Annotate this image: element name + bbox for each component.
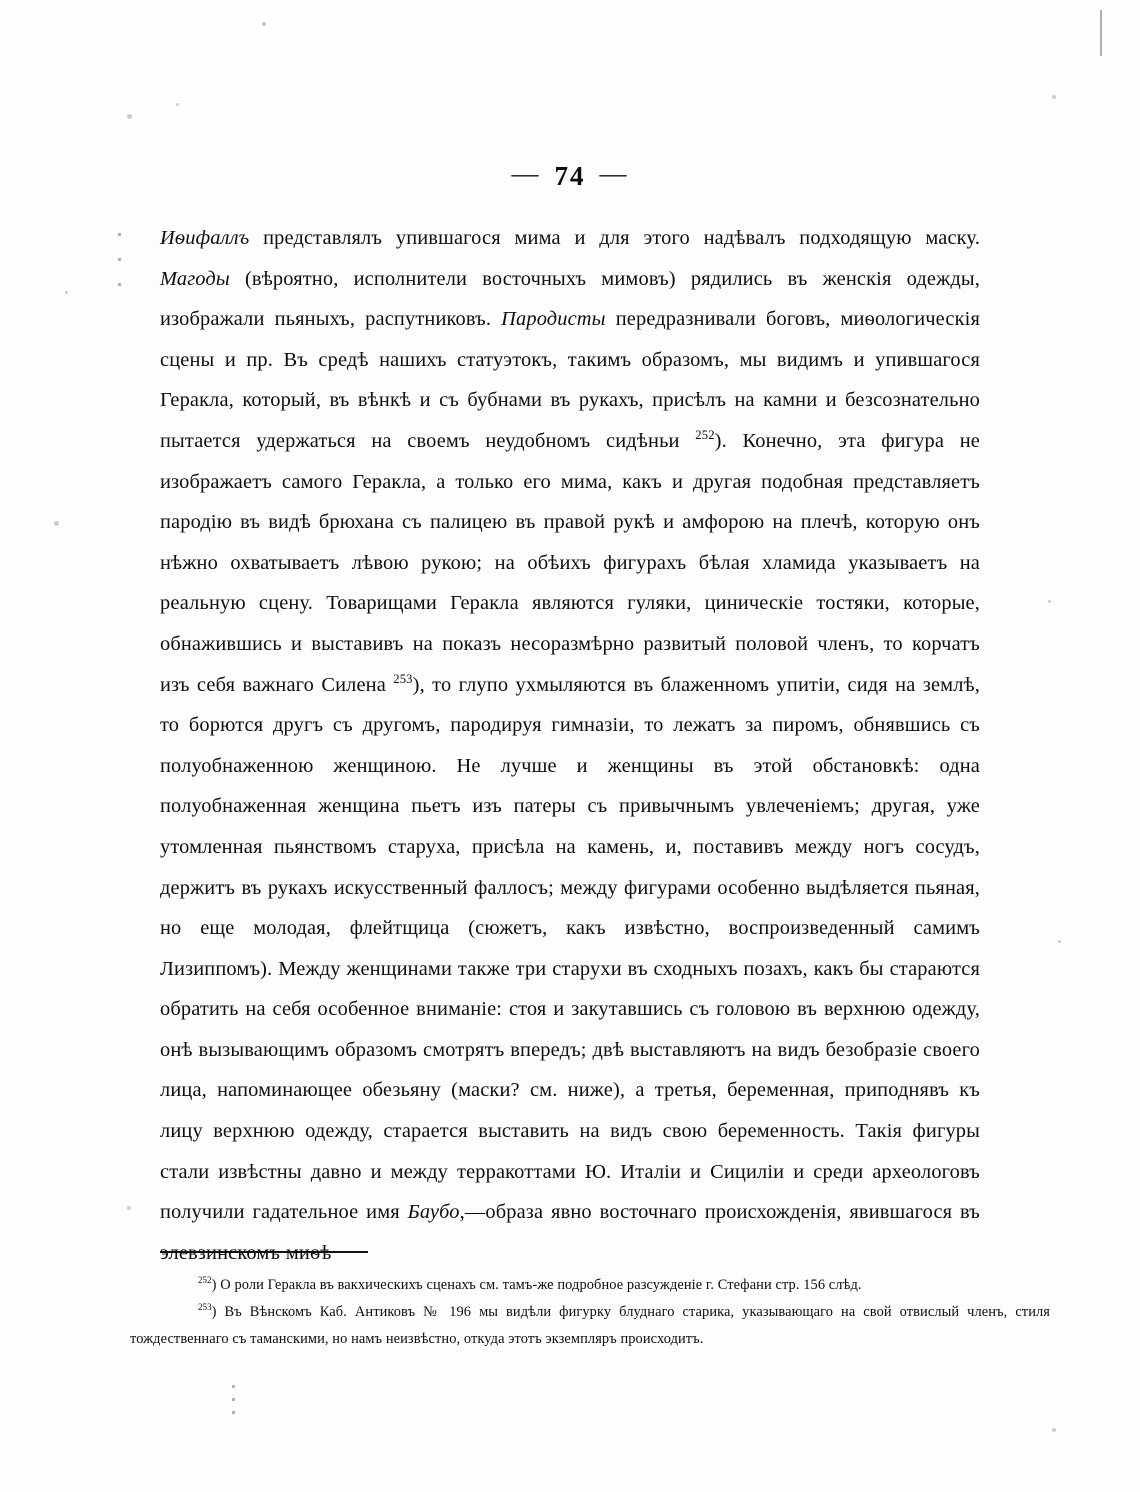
scan-speck: [65, 291, 68, 294]
scan-speck: [127, 1206, 131, 1210]
scan-speck: [127, 114, 132, 119]
scan-speck: [54, 521, 59, 526]
main-paragraph: Иѳифаллъ представлялъ упившагося мима и для этого надѣвалъ подходящую маску. Магоды (вѣроятно, исполнители восточныхъ мимовъ) рядились въ женскія одежды, изображали пьяныхъ, распутниковъ. Пародисты передразнивали боговъ, миѳологическія сцены и пр. Въ средѣ нашихъ статуэтокъ, такимъ образомъ, мы видимъ и упившагося Геракла, который, въ вѣнкѣ и съ бубнами въ рукахъ, присѣлъ на камни и безсознательно пытается удержаться на своемъ неудобномъ сидѣньи $^{252}$). Конечно, эта фигура не изображаетъ самого Геракла, а только его мима, какъ и другая подобная представляетъ пародію въ видѣ брюхана съ палицею въ правой рукѣ и амфорою на плечѣ, которую онъ нѣжно охватываетъ лѣвою рукою; на обѣихъ фигурахъ бѣлая хламида указываетъ на реальную сцену. Товарищами Геракла являются гуляки, циническіе тостяки, которые, обнажившись и выставивъ на показъ несоразмѣрно развитый половой членъ, то корчатъ изъ себя важнаго Силена $^{253}$), то глупо ухмыляются въ блаженномъ упитіи, сидя на землѣ, то борются другъ съ другомъ, пародируя гимназіи, то лежатъ за пиромъ, обнявшись съ полуобнаженною женщиною. Не лучше и женщины въ этой обстановкѣ: одна полуобнаженная женщина пьетъ изъ патеры съ привычнымъ увлеченіемъ; другая, уже утомленная пьянствомъ старуха, присѣла на камень, и, поставивъ между ногъ сосудъ, держитъ въ рукахъ искусственный фаллосъ; между фигурами особенно выдѣляется пьяная, но еще молодая, флейтщица (сюжетъ, какъ извѣстно, воспроизведенный самимъ Лизиппомъ). Между женщинами также три старухи въ сходныхъ позахъ, какъ бы стараются обратить на себя особенное вниманіе: стоя и закутавшись съ головою въ верхнюю одежду, онѣ вызывающимъ образомъ смотрятъ впередъ; двѣ выставляютъ на видъ безобразіе своего лица, напоминающее обезьяну (маски? см. ниже), а третья, беременная, приподнявъ къ лицу верхнюю одежду, старается выставить на видъ свою беременность. Такія фигуры стали извѣстны давно и между терракоттами Ю. Италіи и Сициліи и среди археологовъ получили гадательное имя Баубо,—образа явно восточнаго происхожденія, явившагося въ элевзинскомъ миѳѣ: [160, 227, 980, 1264]
scan-edge-mark: [118, 233, 121, 236]
page-number: 74: [554, 161, 586, 191]
scan-edge-mark: [232, 1385, 235, 1388]
scan-edge-mark: [118, 258, 121, 261]
footnote-252: $^{252}$) О роли Геракла въ вакхическихъ сценахъ см. тамъ-же подробное разсужденіе г. Стефани стр. 156 слѣд.: [198, 1275, 862, 1293]
scan-speck: [1052, 95, 1056, 99]
scan-speck: [1058, 940, 1061, 943]
header-dash-left: —: [511, 158, 541, 188]
header-dash-right: —: [599, 158, 629, 188]
footnote-253: $^{253}$) Въ Вѣнскомъ Каб. Антиковъ № 196 мы видѣли фигурку блуднаго старика, указывающаго на свой отвислый членъ, стиля тождественнаго съ таманскими, но намъ неизвѣстно, откуда этотъ экземпляръ происходитъ.: [130, 1302, 1050, 1347]
scan-edge-mark: [232, 1398, 235, 1401]
body-text: [160, 218, 980, 1273]
scan-edge-mark: [1100, 10, 1102, 56]
scan-speck: [262, 22, 266, 26]
page-number-header: [0, 158, 1140, 192]
scan-speck: [176, 103, 179, 106]
footnote-separator: [160, 1251, 368, 1253]
scan-speck: [1052, 1428, 1056, 1432]
scan-speck: [1048, 600, 1051, 603]
scan-edge-mark: [118, 283, 121, 286]
scan-edge-mark: [232, 1411, 235, 1414]
footnotes-block: [130, 1272, 1050, 1353]
